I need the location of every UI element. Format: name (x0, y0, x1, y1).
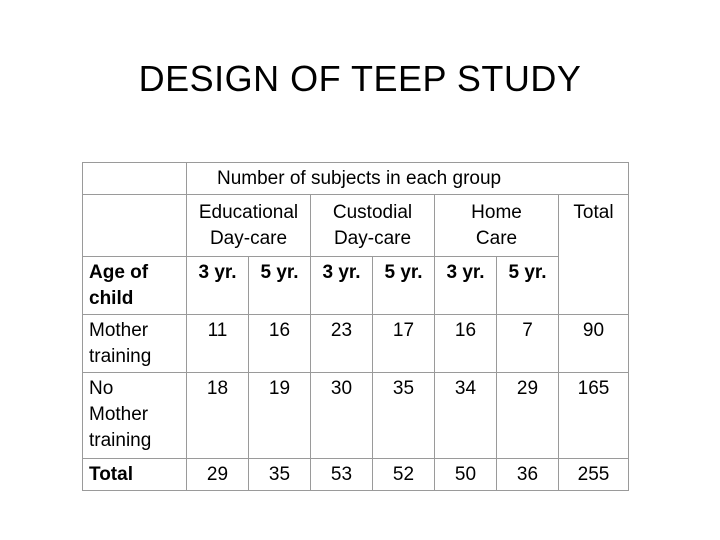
group-header-custodial (311, 195, 435, 257)
row-label-line: Mother (89, 320, 149, 341)
row-label-line: Mother (89, 404, 149, 425)
value-cell: 52 (373, 459, 435, 491)
group-line2: Day-care (333, 228, 412, 249)
group-line2: Care (475, 228, 518, 249)
value-cell: 35 (249, 459, 311, 491)
group-line1: Home (471, 202, 522, 223)
total-cell: 90 (559, 315, 629, 373)
page-title: DESIGN OF TEEP STUDY (138, 58, 582, 99)
age-cell: 3 yr. (311, 257, 373, 315)
row-label (83, 373, 187, 459)
value-cell: 29 (497, 373, 559, 459)
value-cell: 34 (435, 373, 497, 459)
value-cell: 36 (497, 459, 559, 491)
value-cell: 23 (311, 315, 373, 373)
total-row (83, 459, 629, 491)
value-cell: 30 (311, 373, 373, 459)
table-row (83, 373, 629, 459)
empty-cell (83, 163, 187, 195)
age-label-line2: child (89, 288, 134, 309)
span-header-row (83, 163, 629, 195)
age-cell: 5 yr. (373, 257, 435, 315)
age-cell: 5 yr. (249, 257, 311, 315)
group-header-educational (187, 195, 311, 257)
empty-cell (83, 195, 187, 257)
total-cell: 255 (559, 459, 629, 491)
age-label-line1: Age of (89, 262, 149, 283)
value-cell: 16 (249, 315, 311, 373)
value-cell: 29 (187, 459, 249, 491)
group-line2: Day-care (209, 228, 288, 249)
value-cell: 50 (435, 459, 497, 491)
age-row (83, 257, 629, 315)
value-cell: 53 (311, 459, 373, 491)
value-cell: 17 (373, 315, 435, 373)
group-line1: Educational (198, 202, 299, 223)
group-line1: Custodial (332, 202, 413, 223)
span-header: Number of subjects in each group (187, 163, 629, 195)
total-cell: 165 (559, 373, 629, 459)
group-header-home (435, 195, 559, 257)
value-cell: 18 (187, 373, 249, 459)
age-cell: 3 yr. (187, 257, 249, 315)
value-cell: 11 (187, 315, 249, 373)
age-cell: 3 yr. (435, 257, 497, 315)
value-cell: 19 (249, 373, 311, 459)
study-design-table (82, 162, 629, 491)
total-header: Total (559, 195, 629, 315)
table-row (83, 315, 629, 373)
row-label-line: training (89, 430, 152, 451)
value-cell: 16 (435, 315, 497, 373)
value-cell: 7 (497, 315, 559, 373)
group-header-row (83, 195, 629, 257)
value-cell: 35 (373, 373, 435, 459)
row-label-line: No (89, 378, 114, 399)
row-label-line: training (89, 346, 152, 367)
row-label (83, 315, 187, 373)
age-label (83, 257, 187, 315)
age-cell: 5 yr. (497, 257, 559, 315)
total-row-label: Total (83, 459, 187, 491)
